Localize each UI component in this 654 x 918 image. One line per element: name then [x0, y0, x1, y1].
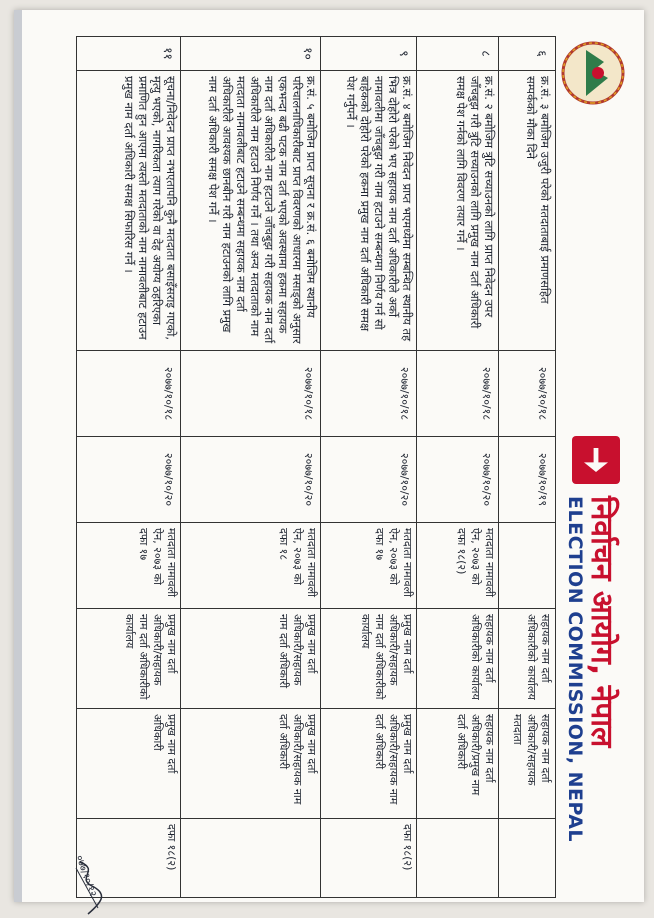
responsible-office-cell: प्रमुख नाम दर्ता अधिकारी/सहायक नाम दर्ता अधिकारी [181, 609, 321, 709]
support-cell: सहायक नाम दर्ता अधिकारी/सहायक मतदाता [499, 709, 555, 819]
table-row [498, 37, 555, 897]
responsible-office-cell: सहायक नाम दर्ता अधिकारीको कार्यालय [417, 609, 499, 709]
responsible-office-cell: प्रमुख नाम दर्ता अधिकारी/सहायक नाम दर्ता अधिकारीको कार्यालय [77, 609, 181, 709]
table-row [320, 37, 417, 897]
document-page [14, 10, 644, 902]
scan-margin [14, 10, 22, 902]
end-date-cell: २०७७/१०/२० [77, 437, 181, 523]
org-name-english: ELECTION COMMISSION, NEPAL [564, 496, 586, 843]
activity-cell: क्र.सं. ५ बमोजिम प्राप्त सूचना र क्र.सं. ६ बमोजिम स्थानीय परिचालनाधिकारीबाट प्राप्त विवरणको आधारमा मसाड्को अनुसार एकभन्दा बढी पटक नाम दर्ता भएको अवस्थामा हकमा सहायक नाम दर्ता अधिकारीले नाम हटाउने जाँचबुझ गरी सहायक नाम दर्ता अधिकारीले नाम हटाउने निर्णय गर्ने । तथा अन्य मतदाताको नाम मतदाता नामावलीबाट हटाउने सम्बन्धमा सहायक नाम दर्ता अधिकारीले आवश्यक छानबीन गरी नाम हटाउनको लागि प्रमुख नाम दर्ता अधिकारी समक्ष पेश गर्ने । [181, 71, 321, 351]
remarks-cell: दफा १८(२) [165, 824, 178, 871]
end-date-cell: २०७७/१०/१९ [499, 437, 555, 523]
serial-cell: ११ [77, 37, 181, 71]
legal-basis-cell: मतदाता नामावली ऐन, २०७३ को दफा १७ [77, 523, 181, 609]
serial-cell: ६ [499, 37, 555, 71]
start-date-cell: २०७७/१०/१८ [499, 351, 555, 437]
end-date-cell: २०७७/१०/२० [181, 437, 321, 523]
remarks-cell [499, 819, 555, 897]
end-date-cell: २०७७/१०/२० [321, 437, 417, 523]
legal-basis-cell: मतदाता नामावली ऐन, २०७३ को दफा १८ [181, 523, 321, 609]
table-row [416, 37, 499, 897]
activity-cell: क्र.सं. ३ बमोजिम उजुरी परेको मतदाताबाई प्रमाणसहित सम्पर्कको मौका दिने [499, 71, 555, 351]
remarks-cell: दफा १८(२) [401, 824, 414, 871]
org-name-nepali: निर्वाचन आयोग, नेपाल [584, 496, 619, 748]
serial-cell: ८ [417, 37, 499, 71]
start-date-cell: २०७७/१०/१८ [321, 351, 417, 437]
schedule-table [76, 36, 556, 898]
serial-cell: १० [181, 37, 321, 71]
stamp-date: ०७७/१०/१२ [73, 853, 99, 899]
legal-basis-cell: मतदाता नामावली ऐन, २०७३ को दफा १७ [321, 523, 417, 609]
legal-basis-cell [499, 523, 555, 609]
table-row [180, 37, 321, 897]
start-date-cell: २०७७/१०/१८ [77, 351, 181, 437]
responsible-office-cell: सहायक नाम दर्ता अधिकारीको कार्यालय [499, 609, 555, 709]
end-date-cell: २०७७/१०/२० [417, 437, 499, 523]
support-cell: प्रमुख नाम दर्ता अधिकारी/सहायक नाम दर्ता अधिकारी [321, 709, 417, 819]
start-date-cell: २०७७/१०/१८ [417, 351, 499, 437]
support-cell: सहायक नाम दर्ता अधिकारी/प्रमुख नाम दर्ता अधिकारी [417, 709, 499, 819]
legal-basis-cell: मतदाता नामावली ऐन, २०७३ को दफा १८(२) [417, 523, 499, 609]
responsible-office-cell: प्रमुख नाम दर्ता अधिकारी/सहायक नाम दर्ता अधिकारीको कार्यालय [321, 609, 417, 709]
rotated-page-content [70, 16, 630, 906]
letterhead [558, 436, 628, 896]
remarks-cell [181, 819, 321, 897]
national-emblem-icon [558, 38, 628, 108]
support-cell: प्रमुख नाम दर्ता अधिकारी/सहायक नाम दर्ता अधिकारी [181, 709, 321, 819]
activity-cell: क्र.सं. ४ बमोजिम निवेदन प्राप्त भएमध्येमा सम्बन्धित स्थानीय तह भित्र दोहोरो परेको भए सहायक नाम दर्ता अधिकारीले अर्को नामावलीमा जाँचबुझ गरी नाम हटाउने सम्बन्धमा निर्णय गर्न सो बाहेकको दोहोरो परेको हकमा प्रमुख नाम दर्ता अधिकारी समक्ष पेश गर्नुपर्ने । [321, 71, 417, 351]
activity-cell: क्र.सं. २ बमोजिम त्रुटि सच्याउनको लागि प्राप्त निवेदन उपर जाँचबुझ गरी त्रुटि सच्याउनको लागि प्रमुख नाम दर्ता अधिकारी समक्ष पेश गर्नको लागि विवरण तयार गर्ने । [417, 71, 499, 351]
remarks-cell [417, 819, 499, 897]
activity-cell: सूचना/निवेदन प्राप्त नभएतापनि कुनै मतदाता बसाइँसराइ गएको, मृत्यु भएको, नागरिकता त्याग गरेको वा देह अयोग्य ठहरिएका प्रमाणित हुन आएमा त्यस्तो मतदाताको नाम नामावलीबाट हटाउन प्रमुख नाम दर्ता अधिकारी समक्ष सिफारिस गर्ने । [77, 71, 181, 351]
table-row [77, 37, 181, 897]
start-date-cell: २०७७/१०/१८ [181, 351, 321, 437]
support-cell: प्रमुख नाम दर्ता अधिकारी [77, 709, 181, 819]
serial-cell: ९ [321, 37, 417, 71]
election-commission-logo-icon [572, 436, 620, 484]
